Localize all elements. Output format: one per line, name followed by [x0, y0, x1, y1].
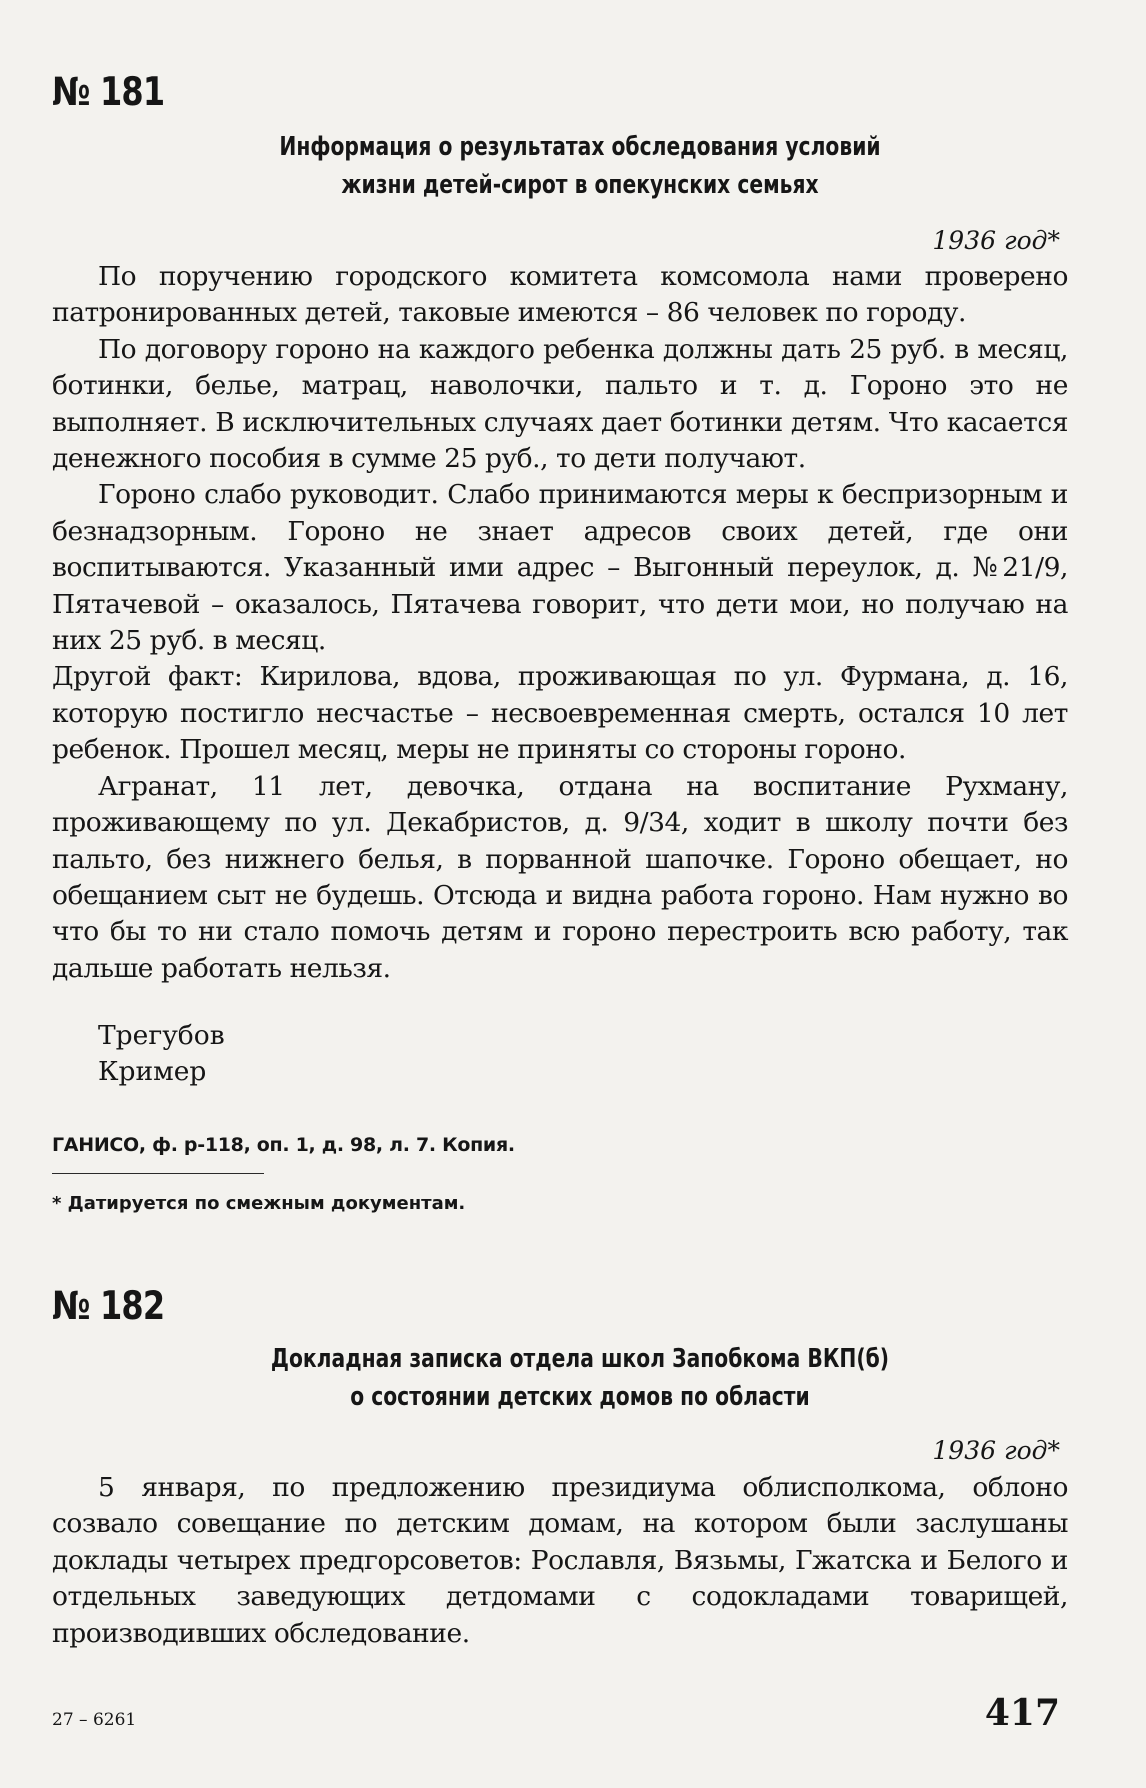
archive-reference: ГАНИСО, ф. р-118, оп. 1, д. 98, л. 7. Копия. — [52, 1134, 515, 1156]
document-date: 1936 год* — [932, 1436, 1060, 1465]
paragraph: 5 января, по предложению президиума облисполкома, облоно созвало совещание по детским домам, на котором были заслушаны доклады четырех предгорсоветов: Рославля, Вязьмы, Гжатска и Белого и отдельных заведующих детдомами с содокладами товарищей, производивших обследование. — [52, 1472, 1068, 1649]
document-number: № 182 — [52, 1284, 165, 1329]
document-number: № 181 — [52, 70, 165, 115]
footnote-divider — [52, 1173, 264, 1174]
signature-name: Кример — [98, 1056, 207, 1088]
document-title-line: Информация о результатах обследования условий — [279, 132, 881, 162]
document-title — [245, 128, 916, 204]
signature-name: Трегубов — [98, 1020, 225, 1051]
footnote: * Датируется по смежным документам. — [52, 1193, 466, 1214]
document-title-line: жизни детей-сирот в опекунских семьях — [341, 170, 819, 200]
signatures — [98, 1018, 225, 1091]
paragraph: Гороно слабо руководит. Слабо принимаются меры к беспризорным и безнадзорным. Гороно не знает адресов своих детей, где они воспитываются. Указанный ими адрес – Выгонный переулок, д. №21/9, Пятачевой – оказалось, Пятачева говорит, что дети мои, но получаю на них 25 руб. в месяц. — [52, 479, 1068, 657]
document-body — [52, 259, 1068, 987]
document-title — [245, 1340, 916, 1416]
paragraph: Другой факт: Кирилова, вдова, проживающая по ул. Фурмана, д. 16, которую постигло несчастье – несвоевременная смерть, остался 10 лет ребенок. Прошел месяц, меры не приняты со стороны гороно. — [52, 661, 1068, 766]
document-title-line: Докладная записка отдела школ Запобкома ВКП(б) — [270, 1344, 890, 1374]
document-date: 1936 год* — [932, 226, 1060, 255]
document-body — [52, 1470, 1068, 1652]
document-title-line: о состоянии детских домов по области — [350, 1382, 810, 1412]
page-number: 417 — [984, 1692, 1060, 1734]
paragraph: По поручению городского комитета комсомола нами проверено патронированных детей, таковые имеются – 86 человек по городу. — [52, 261, 1068, 329]
paragraph: По договору гороно на каждого ребенка должны дать 25 руб. в месяц, ботинки, белье, матрац, наволочки, пальто и т. д. Гороно это не выполняет. В исключительных случаях дает ботинки детям. Что касается денежного пособия в сумме 25 руб., то дети получают. — [52, 333, 1068, 475]
printer-signature-mark: 27 – 6261 — [52, 1710, 137, 1730]
paragraph: Агранат, 11 лет, девочка, отдана на воспитание Рухману, проживающему по ул. Декабристов, д. 9/34, ходит в школу почти без пальто, без нижнего белья, в порванной шапочке. Гороно обещает, но обещанием сыт не будешь. Отсюда и видна работа гороно. Нам нужно во что бы то ни стало помочь детям и гороно перестроить всю работу, так дальше работать нельзя. — [52, 770, 1068, 984]
